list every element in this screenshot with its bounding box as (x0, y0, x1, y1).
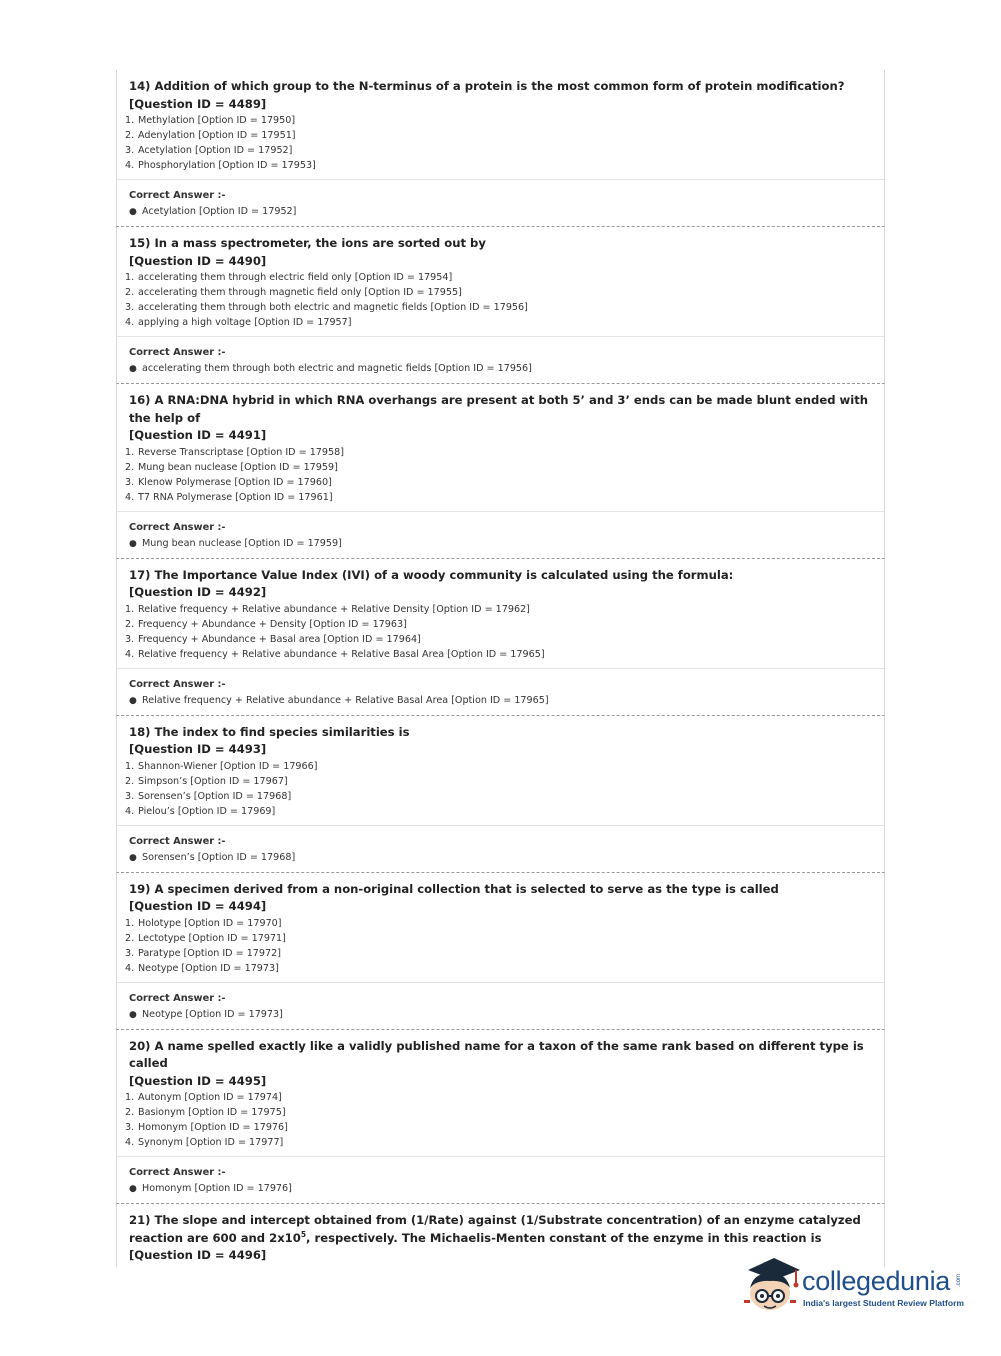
options-list (125, 445, 874, 505)
option-item: 4. Neotype [Option ID = 17973] (125, 962, 279, 974)
bullet-icon: ● (129, 364, 137, 374)
answer-section (117, 983, 884, 1029)
option-item: 1. Relative frequency + Relative abundance + Relative Density [Option ID = 17962] (125, 603, 530, 615)
answer-label: Correct Answer :- (129, 992, 226, 1004)
logo-suffix: .com (956, 1274, 962, 1288)
option-item: 3. accelerating them through both electric and magnetic fields [Option ID = 17956] (125, 302, 528, 313)
options-list (125, 113, 874, 173)
option-item: 1. Reverse Transcriptase [Option ID = 17958] (125, 446, 344, 458)
question-text: 20) A name spelled exactly like a validly published name for a taxon of the same rank based on different type is called (129, 1038, 864, 1070)
question-block (116, 716, 885, 873)
question-block (116, 384, 885, 559)
question-text: 14) Addition of which group to the N-terminus of a protein is the most common form of protein modification? (129, 79, 845, 93)
answer-label: Correct Answer :- (129, 678, 226, 690)
options-list (125, 916, 874, 976)
option-item: 1. accelerating them through electric field only [Option ID = 17954] (125, 272, 453, 283)
correct-answer: ● Mung bean nuclease [Option ID = 17959] (129, 536, 872, 552)
question-id: [Question ID = 4489] (129, 96, 267, 111)
options-list (125, 759, 874, 819)
correct-answer: ● Relative frequency + Relative abundance + Relative Basal Area [Option ID = 17965] (129, 693, 872, 709)
option-item: 1. Autonym [Option ID = 17974] (125, 1092, 282, 1103)
question-block (116, 559, 885, 716)
option-item: 3. Homonym [Option ID = 17976] (125, 1122, 288, 1133)
option-item: 4. Phosphorylation [Option ID = 17953] (125, 160, 316, 171)
option-item: 4. applying a high voltage [Option ID = 17957] (125, 317, 352, 328)
correct-answer: ● accelerating them through both electric and magnetic fields [Option ID = 17956] (129, 361, 872, 377)
option-item: 3. Frequency + Abundance + Basal area [Option ID = 17964] (125, 633, 421, 645)
option-item: 3. Sorensen’s [Option ID = 17968] (125, 790, 292, 802)
options-list (125, 602, 874, 662)
option-item: 3. Paratype [Option ID = 17972] (125, 947, 281, 959)
bullet-icon: ● (129, 538, 137, 549)
option-item: 2. Adenylation [Option ID = 17951] (125, 130, 296, 141)
question-id: [Question ID = 4490] (129, 253, 267, 268)
logo-wordmark: collegedunia (802, 1266, 951, 1296)
option-item: 3. Klenow Polymerase [Option ID = 17960] (125, 476, 332, 488)
answer-section (117, 1157, 884, 1203)
correct-answer: ● Acetylation [Option ID = 17952] (129, 204, 872, 220)
bullet-icon: ● (129, 1184, 137, 1194)
question-text: 21) The slope and intercept obtained from (1/Rate) against (1/Substrate concentration) of an enzyme catalyzed reaction are 600 and $2x10^5$, respectively. The Michaelis-Menten constant of the enzyme in this reaction is (129, 1213, 861, 1245)
option-item: 4. Pielou’s [Option ID = 17969] (125, 805, 276, 817)
option-item: 2. Mung bean nuclease [Option ID = 17959] (125, 461, 338, 473)
question-text: 18) The index to find species similarities is (129, 724, 410, 739)
option-item: 2. Frequency + Abundance + Density [Option ID = 17963] (125, 618, 407, 630)
answer-label: Correct Answer :- (129, 1167, 226, 1178)
answer-label: Correct Answer :- (129, 347, 226, 358)
question-id: [Question ID = 4493] (129, 742, 267, 756)
question-block (116, 70, 885, 227)
correct-answer: ● Homonym [Option ID = 17976] (129, 1181, 872, 1197)
question-text: 19) A specimen derived from a non-original collection that is selected to serve as the type is called (129, 881, 779, 896)
option-item: 4. T7 RNA Polymerase [Option ID = 17961] (125, 491, 333, 503)
mascot-icon (740, 1248, 802, 1320)
logo-tagline: India's largest Student Review Platform (803, 1298, 965, 1308)
option-item: 2. Basionym [Option ID = 17975] (125, 1107, 286, 1118)
answer-label: Correct Answer :- (129, 190, 226, 201)
bullet-icon: ● (129, 207, 137, 217)
collegedunia-logo (740, 1248, 970, 1320)
answer-label: Correct Answer :- (129, 521, 226, 533)
question-block (116, 227, 885, 384)
answer-label: Correct Answer :- (129, 835, 226, 847)
options-list (125, 1090, 874, 1150)
answer-section (117, 826, 884, 872)
option-item: 2. Lectotype [Option ID = 17971] (125, 932, 286, 944)
question-block (116, 873, 885, 1030)
option-item: 2. accelerating them through magnetic field only [Option ID = 17955] (125, 287, 462, 298)
question-id: [Question ID = 4495] (129, 1073, 267, 1088)
answer-section (117, 180, 884, 226)
question-text: 15) In a mass spectrometer, the ions are sorted out by (129, 236, 486, 250)
option-item: 1. Methylation [Option ID = 17950] (125, 115, 296, 126)
question-id: [Question ID = 4491] (129, 428, 267, 442)
options-list (125, 270, 874, 330)
answer-section (117, 669, 884, 715)
question-id: [Question ID = 4494] (129, 899, 267, 913)
bullet-icon: ● (129, 1009, 137, 1020)
option-item: 4. Synonym [Option ID = 17977] (125, 1137, 284, 1148)
question-id: [Question ID = 4492] (129, 585, 267, 599)
question-list (116, 70, 885, 1267)
question-text: 16) A RNA:DNA hybrid in which RNA overhangs are present at both 5’ and 3’ ends can be made blunt ended with the help of (129, 393, 869, 425)
option-item: 1. Shannon-Wiener [Option ID = 17966] (125, 760, 318, 772)
question-block (116, 1030, 885, 1205)
option-item: 1. Holotype [Option ID = 17970] (125, 917, 282, 929)
answer-section (117, 337, 884, 383)
bullet-icon: ● (129, 695, 137, 706)
correct-answer: ● Neotype [Option ID = 17973] (129, 1007, 872, 1023)
bullet-icon: ● (129, 852, 137, 863)
question-text: 17) The Importance Value Index (IVI) of a woody community is calculated using the formula: (129, 567, 734, 582)
option-item: 3. Acetylation [Option ID = 17952] (125, 145, 293, 156)
answer-section (117, 512, 884, 558)
question-id: [Question ID = 4496] (129, 1248, 267, 1262)
option-item: 4. Relative frequency + Relative abundance + Relative Basal Area [Option ID = 17965] (125, 648, 545, 660)
option-item: 2. Simpson’s [Option ID = 17967] (125, 775, 288, 787)
correct-answer: ● Sorensen’s [Option ID = 17968] (129, 850, 872, 866)
